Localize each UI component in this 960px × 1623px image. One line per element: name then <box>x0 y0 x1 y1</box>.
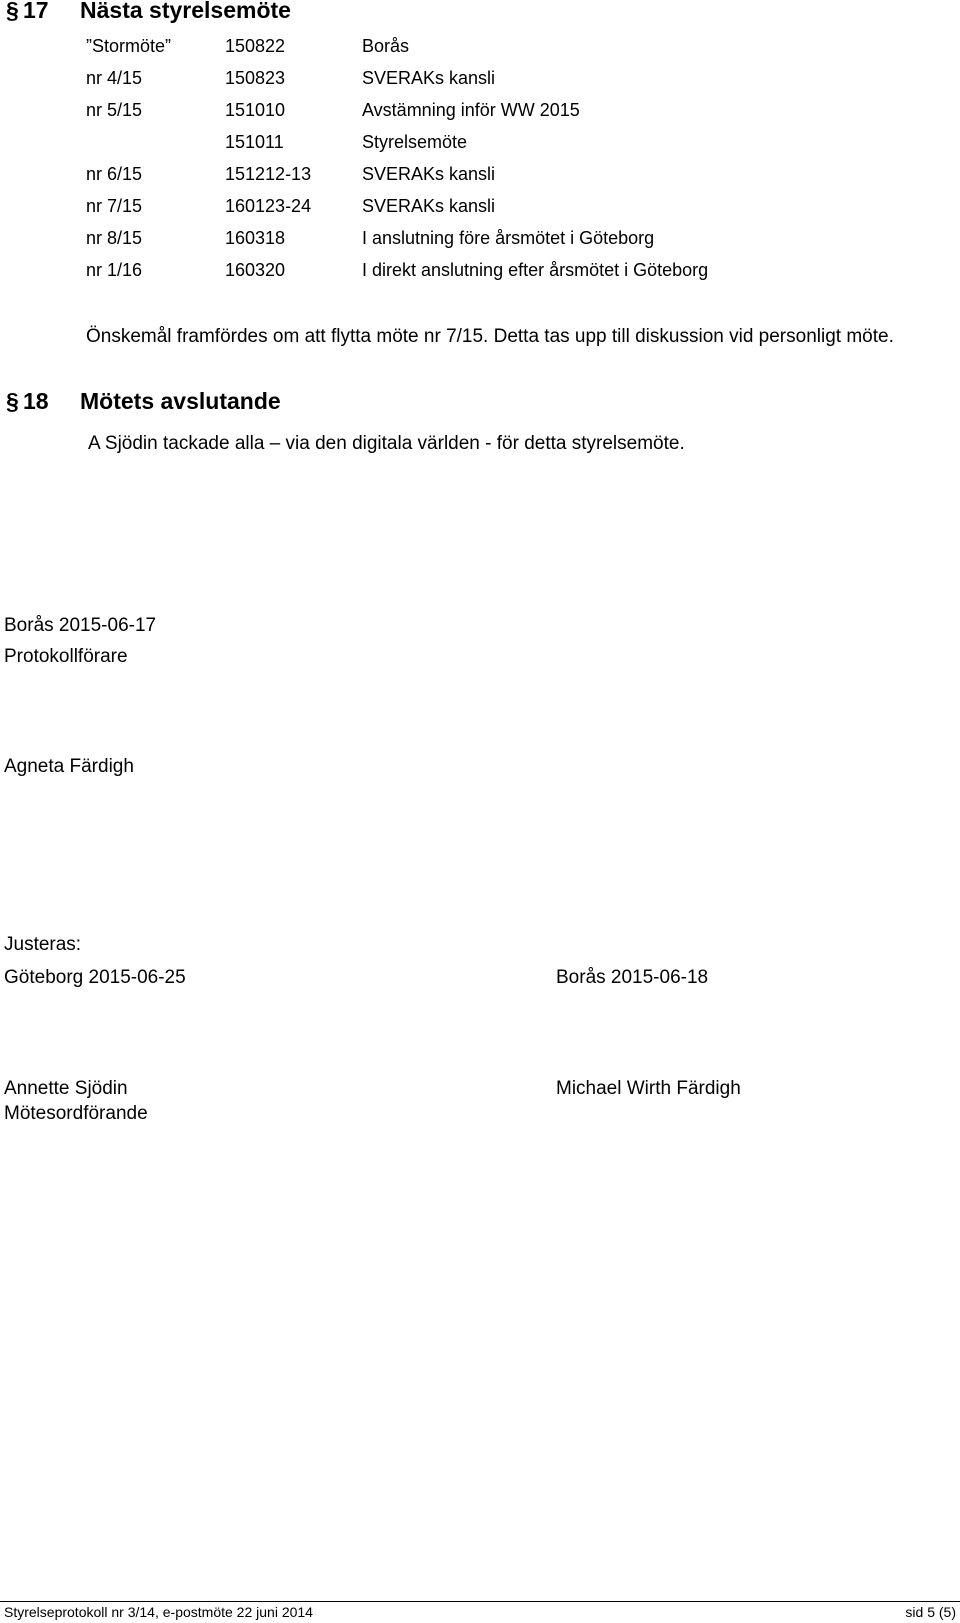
section-17-symbol: § <box>6 0 19 23</box>
meeting-date: 160318 <box>225 228 286 248</box>
section-18-symbol: § <box>6 388 19 414</box>
adjuster-right-name: Michael Wirth Färdigh <box>556 1078 741 1099</box>
meeting-name: nr 1/16 <box>86 260 143 280</box>
meeting-name: nr 7/15 <box>86 196 143 216</box>
table-row <box>0 68 960 100</box>
adjusters-label: Justeras: <box>4 934 82 955</box>
meeting-date: 151010 <box>225 100 286 120</box>
section-18-number: 18 <box>23 388 49 414</box>
footer-document-title: Styrelseprotokoll nr 3/14, e-postmöte 22 juni 2014 <box>4 1604 313 1620</box>
meeting-place: SVERAKs kansli <box>362 164 496 184</box>
table-row <box>0 132 960 164</box>
section-17-number: 17 <box>23 0 49 23</box>
signoff-role: Protokollförare <box>4 646 128 667</box>
meeting-place: I anslutning före årsmötet i Göteborg <box>362 228 655 248</box>
meeting-name: nr 6/15 <box>86 164 143 184</box>
meeting-place: Avstämning inför WW 2015 <box>362 100 580 120</box>
section-18-title: Mötets avslutande <box>80 388 281 414</box>
meeting-place: I direkt anslutning efter årsmötet i Göteborg <box>362 260 709 280</box>
section-17-title: Nästa styrelsemöte <box>80 0 291 23</box>
table-row <box>0 228 960 260</box>
table-row <box>0 36 960 68</box>
section-17-note: Önskemål framfördes om att flytta möte nr 7/15. Detta tas upp till diskussion vid personligt möte. <box>86 326 894 347</box>
adjuster-left-name: Annette Sjödin <box>4 1078 128 1099</box>
meeting-date: 160123-24 <box>225 196 312 216</box>
adjuster-right-place-date: Borås 2015-06-18 <box>556 967 709 988</box>
table-row <box>0 100 960 132</box>
meeting-name: nr 4/15 <box>86 68 143 88</box>
meeting-place: SVERAKs kansli <box>362 196 496 216</box>
meeting-place: SVERAKs kansli <box>362 68 496 88</box>
signoff-place-date: Borås 2015-06-17 <box>4 615 157 636</box>
meeting-date: 150822 <box>225 36 286 56</box>
section-18-text: A Sjödin tackade alla – via den digitala världen - för detta styrelsemöte. <box>88 433 685 454</box>
table-row <box>0 196 960 228</box>
meeting-name: nr 5/15 <box>86 100 143 120</box>
signoff-name: Agneta Färdigh <box>4 756 134 777</box>
meeting-place: Borås <box>362 36 410 56</box>
meeting-date: 151011 <box>225 132 284 152</box>
meeting-name: nr 8/15 <box>86 228 143 248</box>
meeting-place: Styrelsemöte <box>362 132 468 152</box>
table-row <box>0 260 960 292</box>
meeting-date: 150823 <box>225 68 286 88</box>
footer-page-number: sid 5 (5) <box>905 1604 956 1620</box>
table-row <box>0 164 960 196</box>
meeting-date: 151212-13 <box>225 164 312 184</box>
adjuster-left-place-date: Göteborg 2015-06-25 <box>4 967 186 988</box>
meeting-date: 160320 <box>225 260 286 280</box>
meeting-name: ”Stormöte” <box>86 36 172 56</box>
adjuster-left-role: Mötesordförande <box>4 1103 148 1124</box>
footer-divider <box>0 1601 960 1602</box>
